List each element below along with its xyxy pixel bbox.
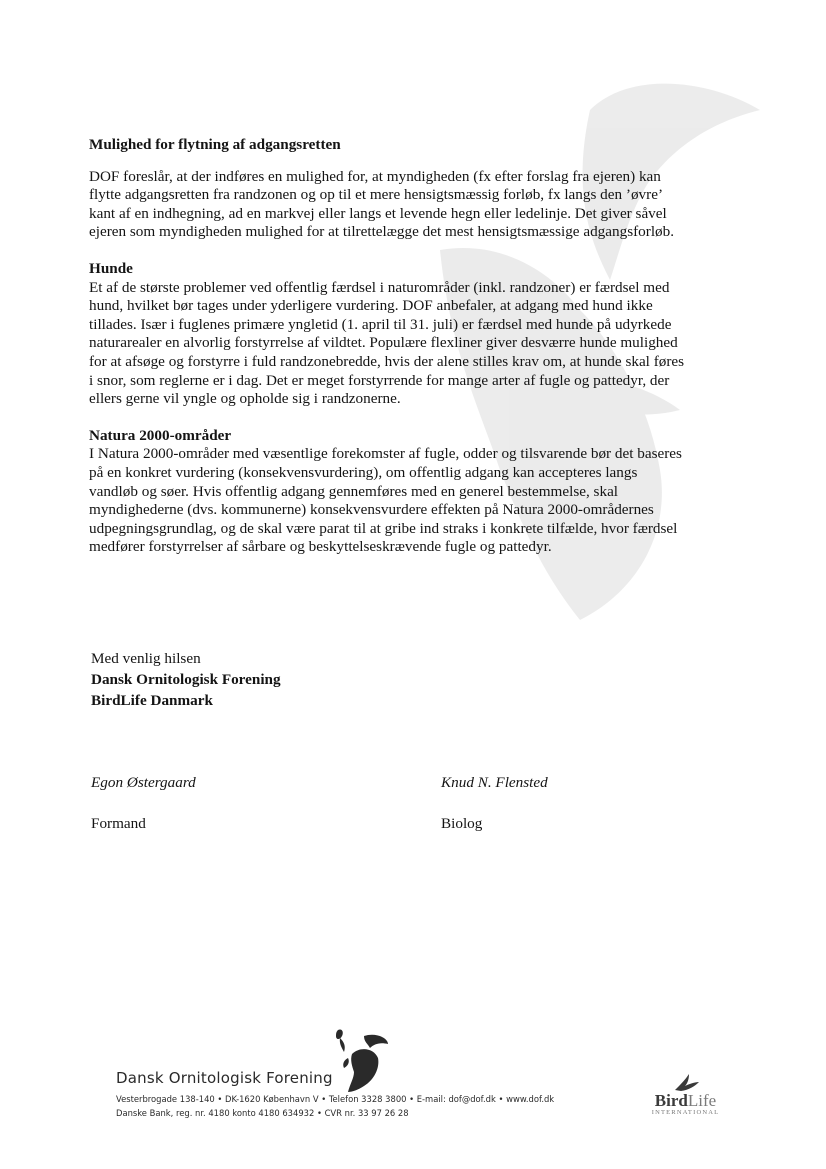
birdlife-bird-text: Bird [654, 1091, 688, 1110]
birdlife-international-text: INTERNATIONAL [651, 1109, 720, 1116]
signature-name: Knud N. Flensted [441, 774, 548, 791]
closing-greeting: Med venlig hilsen [91, 650, 201, 667]
signature-title: Biolog [441, 815, 483, 832]
signature-title: Formand [91, 815, 146, 832]
footer-bank-info: Danske Bank, reg. nr. 4180 konto 4180 634932 • CVR nr. 33 97 26 28 [116, 1108, 409, 1118]
section-paragraph: I Natura 2000-områder med væsentlige forekomster af fugle, odder og tilsvarende bør det baseres på en konkret vurdering (konsekvensvurdering), om offentlig adgang kan accepteres langs vandløb og søer. Hvis offentlig adgang gennemføres med en generel bestemmelse, skal myndighederne (dvs. kommunerne) konsekvensvurdere effekten på Natura 2000-områdernes udpegningsgrundlag, og de skal være parat til at gribe ind straks i konkrete tilfælde, hvor færdsel medfører forstyrrelser af sårbare og beskyttelseskrævende fugle og pattedyr. [89, 445, 682, 556]
signature-name: Egon Østergaard [91, 774, 196, 791]
footer-org-name: Dansk Ornitologisk Forening [116, 1069, 333, 1087]
closing-org-subname: BirdLife Danmark [91, 692, 213, 709]
closing-org-name: Dansk Ornitologisk Forening [91, 671, 281, 688]
birdlife-bird-icon [671, 1072, 701, 1092]
birdlife-logo [648, 1072, 723, 1116]
footer-address: Vesterbrogade 138-140 • DK-1620 København V • Telefon 3328 3800 • E-mail: dof@dof.dk • www.dof.dk [116, 1094, 555, 1104]
section-heading: Hunde [89, 259, 133, 277]
birdlife-life-text: Life [687, 1091, 717, 1110]
dof-logo-icon [330, 1028, 390, 1093]
section-paragraph: DOF foreslår, at der indføres en mulighed for, at myndigheden (fx efter forslag fra ejeren) kan flytte adgangsretten fra randzonen og op til et mere hensigtsmæssig forløb, fx langs den ’øvre’ kant af en indhegning, ad en markvej eller langs et levende hegn eller ledelinje. Det giver såvel ejeren som myndigheden mulighed for at tilrettelægge det mest hensigtsmæssige adgangsforløb. [89, 167, 675, 241]
letter-body [89, 136, 689, 557]
section-heading: Natura 2000-områder [89, 426, 232, 444]
section-heading: Mulighed for flytning af adgangsretten [89, 136, 341, 153]
closing-block [91, 648, 281, 711]
section-paragraph: Et af de største problemer ved offentlig færdsel i naturområder (inkl. randzoner) er færdsel med hund, hvilket bør tages under yderligere vurdering. DOF anbefaler, at adgang med hund ikke tillades. Især i fuglenes primære yngletid (1. april til 31. juli) er færdsel med hunde på udyrkede naturarealer en alvorlig forstyrrelse af vildtet. Populære flexliner giver desværre hunde mulighed for at afsøge og forstyrre i fuld randzonebredde, hvis der alene stilles krav om, at hunde skal føres i snor, som reglerne er i dag. Det er meget forstyrrende for mange arter af fugle og pattedyr, der ellers gerne vil yngle og opholde sig i randzonerne. [89, 278, 685, 408]
